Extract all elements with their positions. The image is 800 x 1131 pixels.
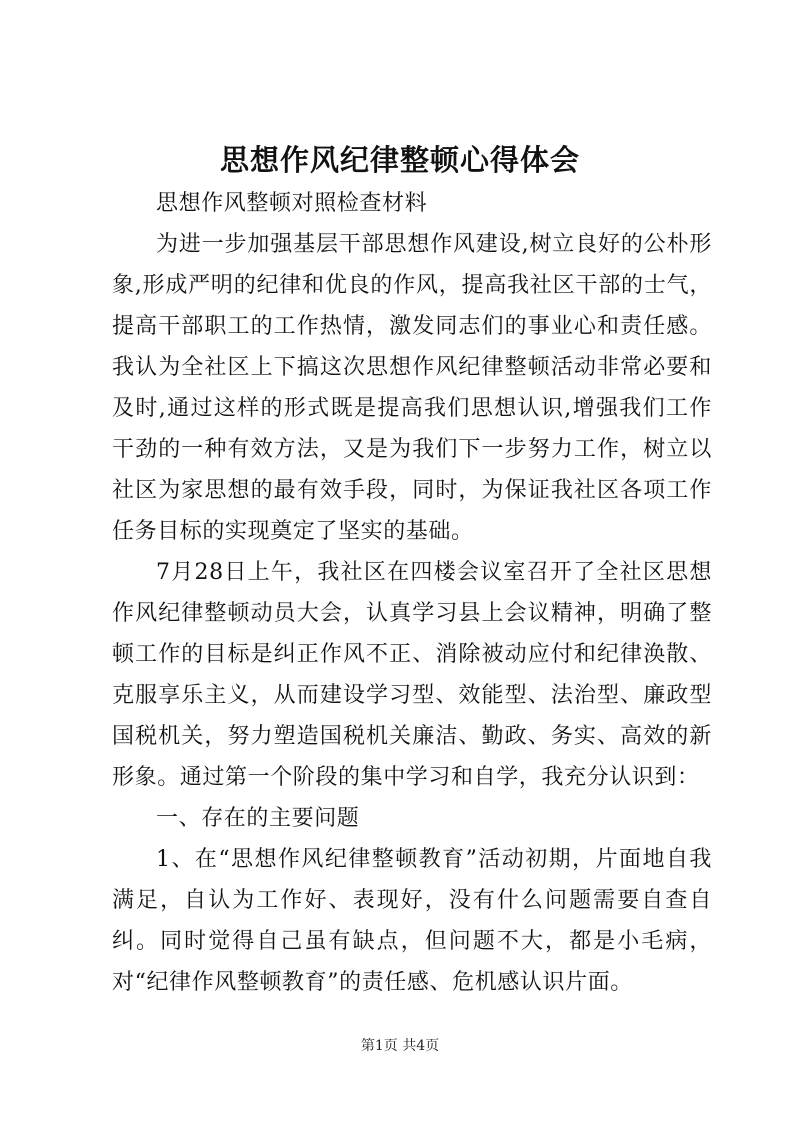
subtitle-paragraph: 思想作风整顿对照检查材料 [156,191,428,216]
page-footer: 第1页 共4页 [360,1038,440,1054]
body-paragraph-3: 1、在“思想作风纪律整顿教育”活动初期，片面地自我满足，自认为工作好、表现好，没有什么问题需要自查自纠。同时觉得自己虽有缺点，但问题不大，都是小毛病，对“纪律作风整顿教育”的责任感、危机感认识片面。 [112,847,712,995]
document-body [112,183,712,1003]
body-paragraph-2: 7月28日上午，我社区在四楼会议室召开了全社区思想作风纪律整顿动员大会，认真学习县上会议精神，明确了整顿工作的目标是纠正作风不正、消除被动应付和纪律涣散、克服享乐主义，从而建设学习型、效能型、法治型、廉政型国税机关，努力塑造国税机关廉洁、勤政、务实、高效的新形象。通过第一个阶段的集中学习和自学，我充分认识到： [112,560,712,790]
document-title: 思想作风纪律整顿心得体会 [219,143,580,177]
body-paragraph-1: 为进一步加强基层干部思想作风建设,树立良好的公朴形象,形成严明的纪律和优良的作风，提高我社区干部的士气，提高干部职工的工作热情，激发同志们的事业心和责任感。我认为全社区上下搞这次思想作风纪律整顿活动非常必要和及时,通过这样的形式既是提高我们思想认识,增强我们工作干劲的一种有效方法，又是为我们下一步努力工作，树立以社区为家思想的最有效手段，同时，为保证我社区各项工作任务目标的实现奠定了坚实的基础。 [112,232,712,544]
section-heading: 一、存在的主要问题 [156,806,360,831]
